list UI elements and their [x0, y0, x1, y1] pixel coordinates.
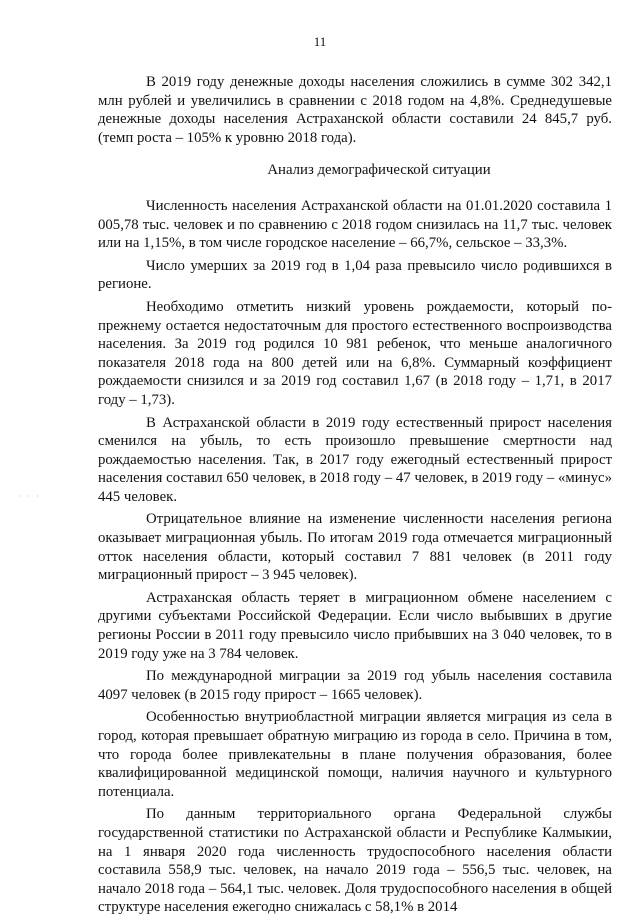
paragraph-working-age-population: По данным территориального органа Федеральной службы государственной статистики по Астраханской области и Республике Калмыкии, на 1 января 2020 года численность трудоспособного населения области составила 558,9 тыс. человек, на начало 2019 года – 556,5 тыс. человек, на начало 2018 года – 564,1 тыс. человек. Доля трудоспособного населения в общей структуре населения ежегодно снижалась с 58,1% в 2014: [98, 806, 612, 916]
paragraph-international-migration: По международной миграции за 2019 год убыль населения составила 4097 человек (в 2015 году прирост – 1665 человек).: [98, 668, 612, 703]
paragraph-interregional-migration: Астраханская область теряет в миграционном обмене населением с другими субъектами Российской Федерации. Если число выбывших в другие регионы России в 2011 году превысило число прибывших на 3 040 человек, то в 2019 году уже на 3 784 человек.: [98, 589, 612, 662]
paragraph-mortality: Число умерших за 2019 год в 1,04 раза превысило число родившихся в регионе.: [98, 257, 612, 293]
paragraph-migration-loss: Отрицательное влияние на изменение численности населения региона оказывает миграционная убыль. По итогам 2019 года отмечается миграционный отток населения области, который составил 7 881 человек (в 2011 году миграционный прирост – 3 945 человек).: [98, 511, 612, 584]
page-number: 11: [313, 34, 327, 49]
paragraph-population: Численность населения Астраханской области на 01.01.2020 составила 1 005,78 тыс. человек и по сравнению с 2018 годом снизилась на 11,7 тыс. человек или на 1,15%, в том числе городское население – 66,7%, сельское – 33,3%.: [98, 197, 612, 252]
paragraph-birth-rate: Необходимо отметить низкий уровень рождаемости, который по-прежнему остается недостаточным для простого естественного воспроизводства населения. За 2019 год родился 10 981 ребенок, что меньше аналогичного показателя 2018 года на 800 детей или на 6,8%. Суммарный коэффициент рождаемости снизился и за 2019 год составил 1,67 (в 2018 году – 1,71, в 2017 году – 1,73).: [98, 298, 612, 408]
paragraph-natural-growth: В Астраханской области в 2019 году естественный прирост населения сменился на убыль, то есть произошло превышение смертности над рождаемостью населения. Так, в 2017 году ежегодный естественный прирост населения составил 650 человек, в 2018 году – 47 человек, в 2019 году – «минус» 445 человек.: [98, 414, 612, 505]
scan-artifact: · · ·: [18, 492, 41, 501]
paragraph-internal-migration: Особенностью внутриобластной миграции является миграция из села в город, которая превышает обратную миграцию из города в село. Причина в том, что города более привлекательны в плане получения образования, более квалифицированной медицинской помощи, наличия научного и культурного потенциала.: [98, 709, 612, 800]
document-body: [98, 73, 612, 921]
section-heading: Анализ демографической ситуации: [267, 162, 491, 179]
paragraph-income: В 2019 году денежные доходы населения сложились в сумме 302 342,1 млн рублей и увеличились в сравнении с 2018 годом на 4,8%. Среднедушевые денежные доходы населения Астраханской области составили 24 845,7 руб. (темп роста – 105% к уровню 2018 года).: [98, 74, 612, 146]
